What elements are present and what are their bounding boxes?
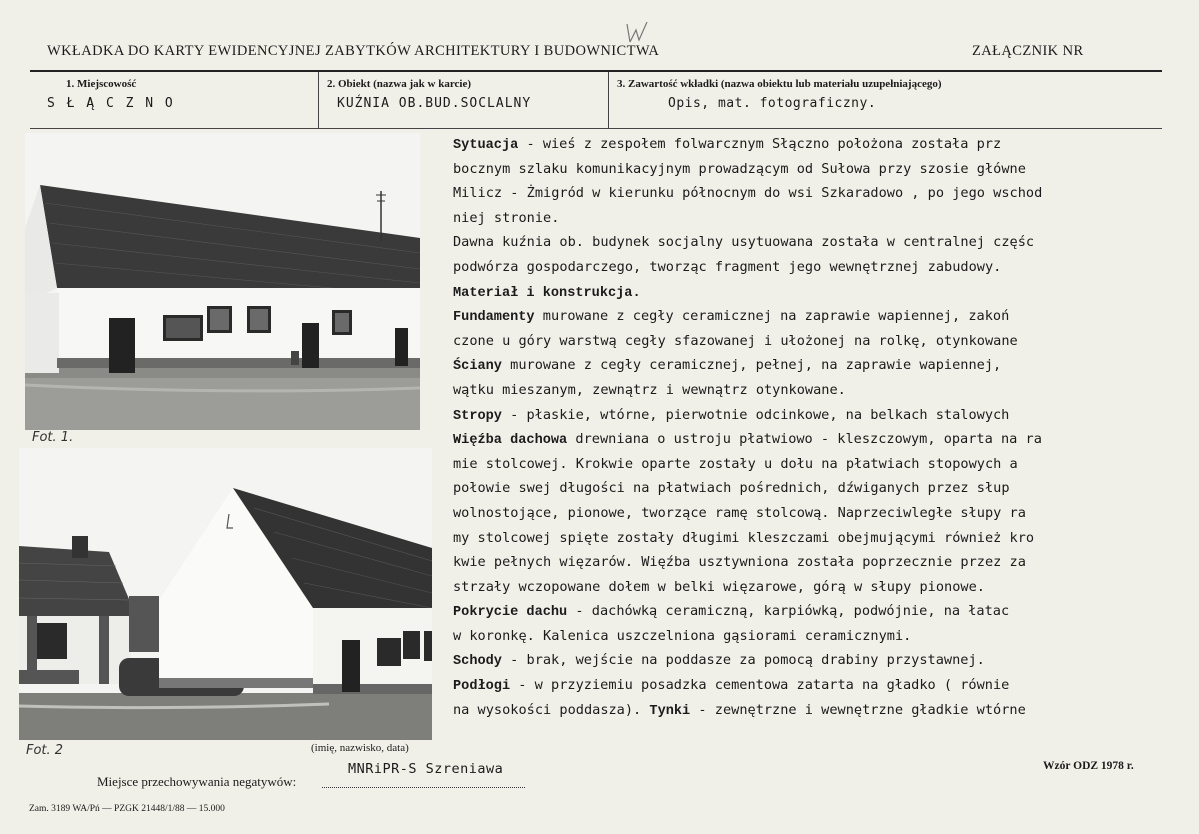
description-run: - dachówką ceramiczną, karpiówką, podwójnie, na łatac: [567, 603, 1010, 620]
description-run: czone u góry warstwą cegły sfazowanej i ułożonej na rolkę, otynkowane: [453, 332, 1018, 349]
description-line: [453, 304, 1198, 329]
locality-label: 1. Miejscowość: [66, 78, 137, 90]
content-label: 3. Zawartość wkładki (nazwa obiektu lub materiału uzupełniającego): [617, 78, 942, 90]
description-run: połowie swej długości na płatwiach pośrednich, dźwiganych przez słup: [453, 480, 1010, 497]
photo-1-caption: Fot. 1.: [32, 430, 74, 445]
description-line: [453, 280, 1198, 305]
description-run: - płaskie, wtórne, pierwotnie odcinkowe, na belkach stalowych: [501, 406, 1010, 423]
object-label: 2. Obiekt (nazwa jak w karcie): [327, 78, 472, 90]
description-run: kwie pełnych więzarów. Więźba usztywniona została poprzecznie przez za: [453, 554, 1026, 571]
description-run: podwórza gospodarczego, tworząc fragment jego wewnętrznej zabudowy.: [453, 258, 1002, 275]
description-line: [453, 599, 1198, 624]
photo-2-caption: Fot. 2: [26, 743, 64, 758]
description-line: [453, 526, 1198, 551]
form-pattern: Wzór ODZ 1978 r.: [1043, 760, 1134, 772]
description-run: murowane z cegły ceramicznej, pełnej, na zaprawie wapiennej,: [501, 357, 1002, 374]
photo-1: [25, 133, 420, 430]
description-line: [453, 648, 1198, 673]
description-run: - brak, wejście na poddasze za pomocą drabiny przystawnej.: [501, 652, 985, 669]
description-run: - w przyziemiu posadzka cementowa zatarta na gładko ( równie: [510, 677, 1010, 694]
description-heading: Tynki: [649, 703, 691, 719]
description-heading: Ściany: [453, 359, 502, 375]
description-run: Milicz - Żmigród w kierunku północnym do wsi Szkaradowo , po jego wschod: [453, 185, 1043, 202]
description-line: [453, 378, 1198, 403]
description-line: [453, 501, 1198, 526]
description-run: my stolcowej spięte zostały długimi kleszczami obejmującymi również kro: [453, 529, 1035, 546]
description-text: [453, 132, 1198, 722]
description-run: mie stolcowej. Krokwie oparte zostały u dołu na płatwiach stopowych a: [453, 455, 1018, 472]
description-run: w koronkę. Kalenica uszczelniona gąsiorami ceramicznymi.: [453, 627, 912, 644]
fields-rule: [30, 128, 1162, 129]
description-run: - wieś z zespołem folwarcznym Słączno położona została prz: [518, 136, 1002, 152]
description-run: niej stronie.: [453, 209, 560, 226]
description-run: na wysokości poddasza).: [453, 701, 650, 718]
description-run: wątku mieszanym, zewnątrz i wewnątrz otynkowane.: [453, 381, 846, 398]
description-line: [453, 181, 1198, 206]
header-rule: [30, 70, 1162, 72]
description-heading: Sytuacja: [453, 138, 519, 153]
description-line: [453, 673, 1198, 698]
description-line: [453, 624, 1198, 649]
description-heading: Więźba dachowa: [453, 433, 568, 449]
description-run: bocznym szlaku komunikacyjnym prowadzącym od Sułowa przy szosie główne: [453, 160, 1026, 177]
description-line: [453, 206, 1198, 231]
description-line: [453, 403, 1198, 428]
description-heading: Fundamenty: [453, 310, 535, 326]
annex-label: ZAŁĄCZNIK NR: [972, 43, 1084, 59]
form-title: WKŁADKA DO KARTY EWIDENCYJNEJ ZABYTKÓW ARCHITEKTURY I BUDOWNICTWA: [47, 43, 660, 59]
photo-2: [19, 448, 432, 740]
description-line: [453, 575, 1198, 600]
description-run: Dawna kuźnia ob. budynek socjalny usytuowana została w centralnej częśc: [453, 234, 1035, 251]
description-line: [453, 698, 1198, 723]
print-info: Zam. 3189 WA/Pń — PZGK 21448/1/88 — 15.000: [29, 804, 225, 814]
description-heading: Schody: [453, 654, 502, 670]
description-run: drewniana o ustroju płatwiowo - kleszczowym, oparta na ra: [567, 431, 1042, 448]
description-run: murowane z cegły ceramicznej na zaprawie wapiennej, zakoń: [534, 308, 1010, 325]
negatives-dotted-line: [322, 787, 525, 788]
description-line: [453, 255, 1198, 280]
description-heading: Pokrycie dachu: [453, 605, 568, 621]
negatives-value: MNRiPR-S Szreniawa: [348, 761, 504, 777]
field-divider: [608, 72, 609, 128]
description-run: - zewnętrzne i wewnętrzne gładkie wtórne: [690, 701, 1026, 718]
description-line: [453, 476, 1198, 501]
description-heading: Podłogi: [453, 679, 511, 695]
description-line: [453, 132, 1198, 157]
description-run: wolnostojące, pionowe, tworzące ramę stolcową. Naprzeciwległe słupy ra: [453, 504, 1026, 521]
description-line: [453, 452, 1198, 477]
description-run: strzały wczopowane dołem w belki więzarowe, górą w słupy pionowe.: [453, 578, 985, 595]
locality-value: S Ł Ą C Z N O: [47, 96, 175, 111]
pencil-mark-icon: [624, 20, 650, 48]
field-divider: [318, 72, 319, 128]
content-value: Opis, mat. fotograficzny.: [668, 96, 877, 111]
description-line: [453, 550, 1198, 575]
description-line: [453, 230, 1198, 255]
negatives-label: Miejsce przechowywania negatywów:: [97, 774, 297, 789]
description-heading: Materiał i konstrukcja.: [453, 285, 641, 301]
description-line: [453, 157, 1198, 182]
description-line: [453, 353, 1198, 378]
signature-hint: (imię, nazwisko, data): [311, 742, 409, 754]
description-line: [453, 329, 1198, 354]
description-heading: Stropy: [453, 408, 502, 424]
object-value: KUŹNIA OB.BUD.SOCLALNY: [337, 96, 532, 111]
description-line: [453, 427, 1198, 452]
